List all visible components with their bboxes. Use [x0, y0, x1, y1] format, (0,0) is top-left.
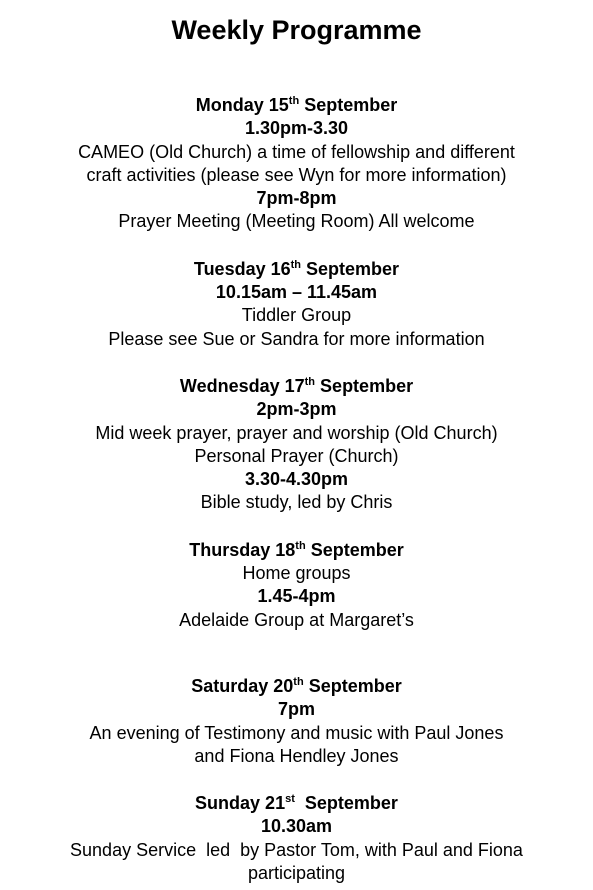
event-time: 10.30am — [260, 816, 333, 837]
event-description: Please see Sue or Sandra for more information — [108, 328, 485, 349]
day-name: Tuesday 16 — [193, 258, 291, 279]
day-name: Monday 15 — [195, 95, 289, 115]
event-time: 7pm-8pm — [256, 188, 337, 209]
month-name: September — [320, 375, 414, 396]
event-description: Personal Prayer (Church) — [194, 445, 399, 466]
day-name: Saturday 20 — [191, 675, 294, 696]
event-description: craft activities (please see Wyn for more information) — [86, 164, 507, 185]
month-name: September — [310, 539, 404, 560]
event-description: Bible study, led by Chris — [200, 492, 393, 513]
event-description: Tiddler Group — [241, 305, 352, 326]
event-description: Prayer Meeting (Meeting Room) All welcome — [118, 211, 475, 232]
date-suffix: th — [293, 675, 304, 688]
event-time: 1.30pm-3.30 — [244, 118, 349, 139]
date-suffix: th — [288, 95, 300, 107]
event-description: participating — [247, 863, 346, 884]
day-block-wednesday — [0, 375, 593, 515]
day-block-tuesday — [0, 258, 593, 351]
day-block-monday — [0, 94, 593, 234]
day-heading — [0, 675, 593, 698]
event-description: CAMEO (Old Church) a time of fellowship and different — [78, 141, 515, 162]
day-heading — [0, 258, 593, 281]
date-suffix: th — [304, 375, 316, 388]
day-heading — [0, 539, 593, 562]
event-description: Mid week prayer, prayer and worship (Old Church) — [95, 422, 498, 443]
day-name: Thursday 18 — [189, 539, 296, 560]
event-description: Sunday Service led by Pastor Tom, with Paul and Fiona — [70, 839, 523, 860]
day-name: Sunday 21 — [195, 793, 286, 814]
event-time: 3.30-4.30pm — [244, 469, 349, 490]
day-block-saturday — [0, 675, 593, 768]
event-description: and Fiona Hendley Jones — [194, 745, 399, 766]
day-heading — [0, 375, 593, 398]
day-name: Wednesday 17 — [179, 375, 305, 396]
month-name: September — [306, 258, 400, 279]
event-time: 2pm-3pm — [256, 399, 337, 420]
event-time: 1.45-4pm — [257, 586, 336, 607]
event-description: An evening of Testimony and music with Paul Jones — [89, 722, 504, 743]
date-suffix: st — [285, 793, 295, 806]
event-description: Home groups — [242, 563, 351, 584]
month-name: September — [304, 793, 398, 814]
event-time: 7pm — [277, 699, 315, 720]
day-block-sunday — [0, 792, 593, 885]
event-time: 10.15am – 11.45am — [215, 282, 378, 303]
day-heading — [0, 792, 593, 815]
date-suffix: th — [295, 539, 306, 552]
day-block-thursday — [0, 539, 593, 632]
day-heading — [0, 94, 593, 117]
event-description: Adelaide Group at Margaret’s — [179, 609, 414, 630]
month-name: September — [308, 675, 402, 696]
page-title: Weekly Programme — [171, 15, 422, 45]
month-name: September — [304, 95, 398, 115]
date-suffix: th — [290, 258, 302, 271]
